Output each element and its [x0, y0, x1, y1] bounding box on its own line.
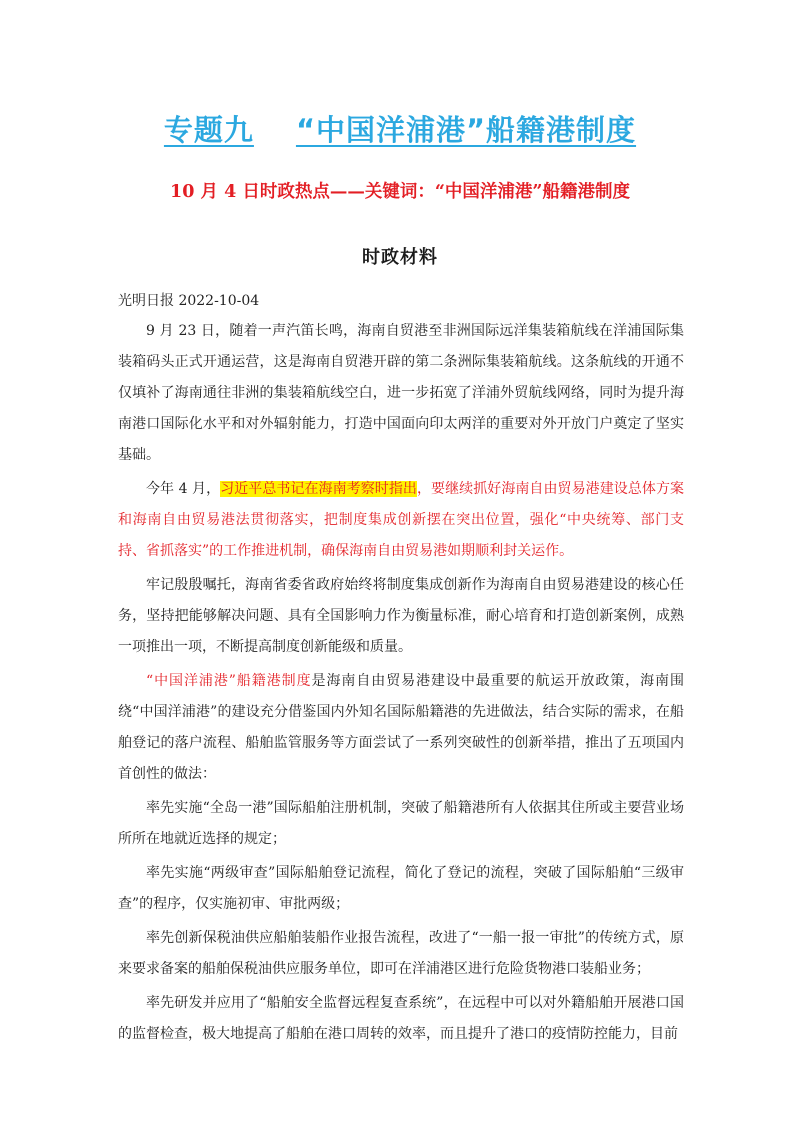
red-keyword: “中国洋浦港”船籍港制度 [146, 673, 312, 689]
article-body [118, 316, 684, 1050]
main-title [0, 108, 800, 149]
paragraph-route-opening: 9 月 23 日，随着一声汽笛长鸣，海南自贸港至非洲国际远洋集装箱航线在洋浦国际集装箱码头正式开通运营，这是海南自贸港开辟的第二条洲际集装箱航线。这条航线的开通不仅填补了海南通往非洲的集装箱航线空白，进一步拓宽了洋浦外贸航线网络，同时为提升海南港口国际化水平和对外辐射能力，打造中国面向印太两洋的重要对外开放门户奠定了坚实基础。 [118, 323, 684, 463]
main-title-topic-number: 专题九 [163, 113, 254, 147]
paragraph-measure-one: 率先实施“全岛一港”国际船舶注册机制，突破了船籍港所有人依据其住所或主要营业场所所在地就近选择的规定； [118, 800, 684, 847]
paragraph-port-registry-system [118, 666, 684, 790]
highlighted-phrase: 习近平总书记在海南考察时指出 [220, 481, 417, 497]
paragraph-measure-two: 率先实施“两级审查”国际船舶登记流程，简化了登记的流程，突破了国际船舶“三级审查”的程序，仅实施初审、审批两级； [118, 865, 684, 912]
paragraph-body-text: 是海南自由贸易港建设中最重要的航运开放政策，海南围绕“中国洋浦港”的建设充分借鉴国内外知名国际船籍港的先进做法，结合实际的需求，在船舶登记的落户流程、船舶监管服务等方面尝试了一系列突破性的创新举措，推出了五项国内首创性的做法： [118, 673, 684, 782]
source-line: 光明日报 2022-10-04 [118, 293, 260, 309]
red-emphasis-text: ，要继续抓好海南自由贸易港建设总体方案和海南自由贸易港法贯彻落实，把制度集成创新摆在突出位置，强化“中央统筹、部门支持、省抓落实”的工作推进机制，确保海南自由贸易港如期顺利封关运作。 [118, 481, 685, 559]
paragraph-institutional-innovation: 牢记殷殷嘱托，海南省委省政府始终将制度集成创新作为海南自由贸易港建设的核心任务，坚持把能够解决问题、具有全国影响力作为衡量标准，耐心培育和打造创新案例，成熟一项推出一项，不断提高制度创新能级和质量。 [118, 577, 684, 655]
paragraph-measure-three: 率先创新保税油供应船舶装船作业报告流程，改进了“一船一报一审批”的传统方式，原来要求备案的船舶保税油供应服务单位，即可在洋浦港区进行危险货物港口装船业务； [118, 930, 684, 977]
paragraph-measure-four: 率先研发并应用了“船舶安全监督远程复查系统”，在远程中可以对外籍船舶开展港口国的监督检查，极大地提高了船舶在港口周转的效率，而且提升了港口的疫情防控能力，目前 [118, 995, 684, 1042]
hot-topic-subtitle: 10 月 4 日时政热点——关键词：“中国洋浦港”船籍港制度 [170, 182, 630, 202]
section-title: 时政材料 [362, 247, 438, 268]
paragraph-xi-inspection [118, 474, 684, 567]
paragraph-lead-text: 今年 4 月， [146, 481, 221, 497]
main-title-topic-name: “中国洋浦港”船籍港制度 [295, 113, 637, 147]
